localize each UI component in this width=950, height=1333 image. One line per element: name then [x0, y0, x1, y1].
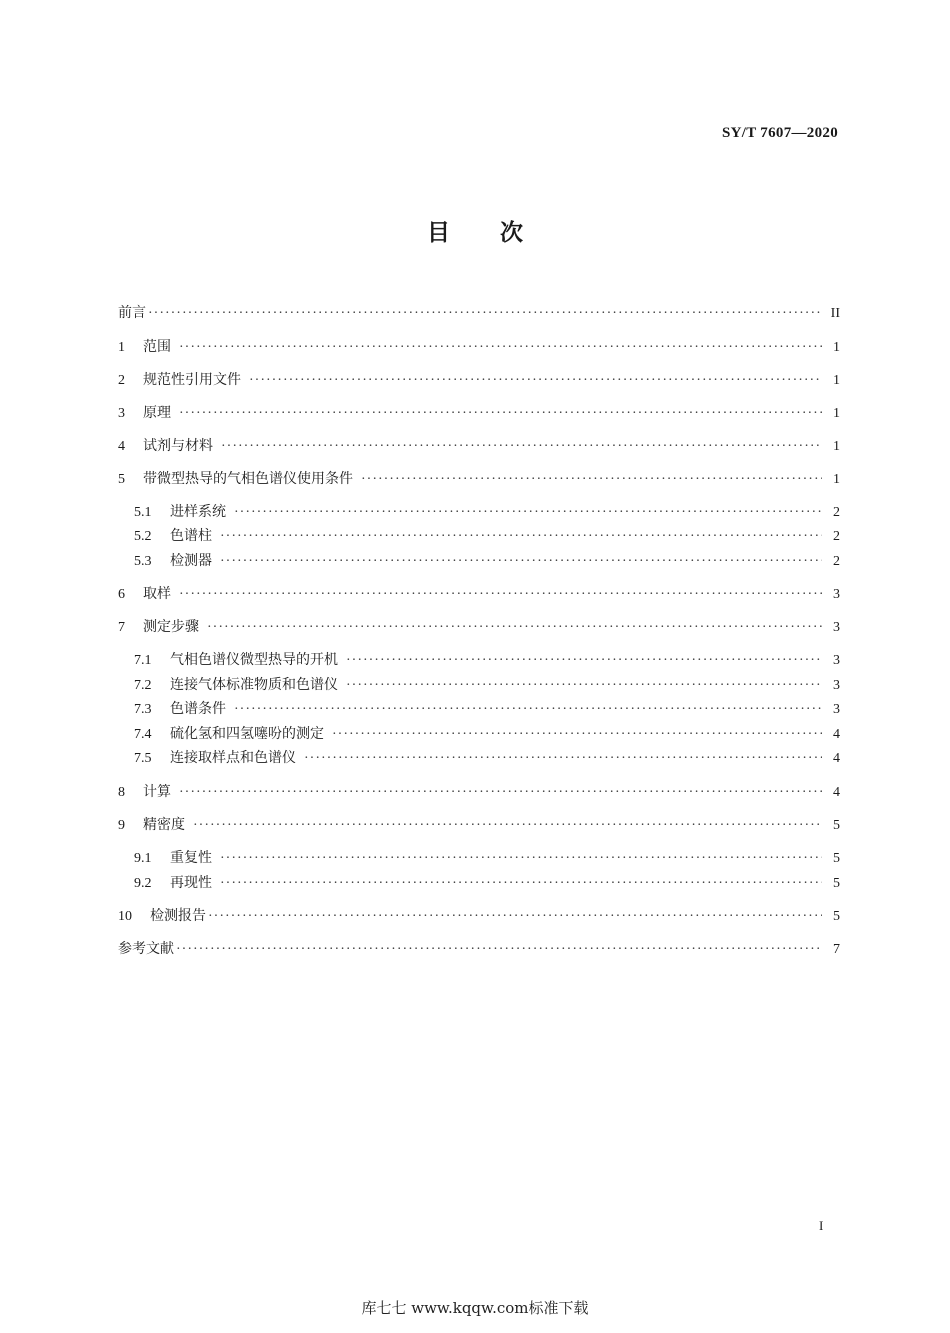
toc-number: 2	[118, 373, 125, 388]
toc-page: 2	[833, 554, 840, 569]
toc-entry-7-3[interactable]	[134, 699, 840, 719]
toc-label: 再现性	[170, 875, 212, 891]
toc-entry-3[interactable]	[118, 403, 840, 423]
toc-page: 1	[833, 406, 840, 421]
leader-dots	[193, 816, 822, 836]
toc-entry-4[interactable]	[118, 436, 840, 456]
toc-label: 规范性引用文件	[143, 372, 241, 388]
leader-dots	[220, 849, 822, 869]
toc-label: 色谱柱	[170, 528, 212, 544]
page-title: 目 次	[426, 220, 523, 246]
toc-label: 试剂与材料	[143, 438, 213, 454]
toc-entry-5-3[interactable]	[134, 551, 840, 571]
toc-label: 进样系统	[170, 504, 226, 520]
leader-dots	[176, 940, 822, 960]
leader-dots	[220, 552, 822, 572]
toc-page: 1	[833, 340, 840, 355]
toc-label: 测定步骤	[143, 619, 199, 635]
toc-entry-bibliography[interactable]	[118, 939, 840, 959]
toc-label: 带微型热导的气相色谱仪使用条件	[143, 471, 353, 487]
toc-label: 连接取样点和色谱仪	[170, 750, 296, 766]
toc-number: 7.3	[134, 702, 152, 717]
toc-entry-7-4[interactable]	[134, 724, 840, 744]
toc-label: 参考文献	[118, 941, 174, 957]
leader-dots	[234, 700, 822, 720]
toc-entry-1[interactable]	[118, 337, 840, 357]
toc-entry-10[interactable]	[118, 906, 840, 926]
toc-number: 6	[118, 587, 125, 602]
toc-page: 1	[833, 439, 840, 454]
toc-label: 计算	[143, 784, 171, 800]
toc-label: 重复性	[170, 850, 212, 866]
leader-dots	[148, 304, 822, 324]
toc-number: 7.5	[134, 751, 152, 766]
toc-label: 检测器	[170, 553, 212, 569]
toc-label: 前言	[118, 305, 146, 321]
toc-number: 7.2	[134, 678, 152, 693]
toc-page: 5	[833, 876, 840, 891]
toc-page: 2	[833, 529, 840, 544]
leader-dots	[249, 371, 822, 391]
leader-dots	[304, 749, 822, 769]
toc-page: 3	[833, 620, 840, 635]
toc-number: 4	[118, 439, 125, 454]
toc-page: II	[830, 306, 840, 321]
leader-dots	[208, 907, 822, 927]
toc-number: 5.1	[134, 505, 152, 520]
toc-label: 气相色谱仪微型热导的开机	[170, 652, 338, 668]
toc-page: 3	[833, 653, 840, 668]
leader-dots	[346, 676, 822, 696]
leader-dots	[179, 585, 822, 605]
leader-dots	[332, 725, 822, 745]
toc-entry-2[interactable]	[118, 370, 840, 390]
toc-number: 8	[118, 785, 125, 800]
toc-page: 5	[833, 818, 840, 833]
leader-dots	[179, 404, 822, 424]
toc-page: 3	[833, 587, 840, 602]
toc-number: 5.2	[134, 529, 152, 544]
toc-entry-7[interactable]	[118, 617, 840, 637]
toc-label: 检测报告	[150, 908, 206, 924]
toc-number: 1	[118, 340, 125, 355]
download-watermark: 库七七 www.kqqw.com标准下载	[361, 1299, 589, 1317]
toc-number: 5	[118, 472, 125, 487]
toc-page: 5	[833, 909, 840, 924]
toc-label: 连接气体标准物质和色谱仪	[170, 677, 338, 693]
toc-page: 3	[833, 702, 840, 717]
toc-entry-5-2[interactable]	[134, 526, 840, 546]
leader-dots	[221, 437, 822, 457]
toc-page: 2	[833, 505, 840, 520]
leader-dots	[207, 618, 822, 638]
toc-page: 5	[833, 851, 840, 866]
toc-entry-7-1[interactable]	[134, 650, 840, 670]
toc-entry-5-1[interactable]	[134, 502, 840, 522]
toc-page: 4	[833, 727, 840, 742]
toc-entry-9[interactable]	[118, 815, 840, 835]
toc-label: 硫化氢和四氢噻吩的测定	[170, 726, 324, 742]
leader-dots	[179, 783, 822, 803]
toc-entry-7-2[interactable]	[134, 675, 840, 695]
toc-page: 7	[833, 942, 840, 957]
page-number: I	[819, 1218, 824, 1233]
toc-number: 7.4	[134, 727, 152, 742]
toc-label: 原理	[143, 405, 171, 421]
leader-dots	[346, 651, 822, 671]
toc-number: 3	[118, 406, 125, 421]
toc-entry-8[interactable]	[118, 782, 840, 802]
toc-page: 1	[833, 472, 840, 487]
toc-page: 1	[833, 373, 840, 388]
toc-entry-7-5[interactable]	[134, 748, 840, 768]
leader-dots	[179, 338, 822, 358]
toc-entry-9-1[interactable]	[134, 848, 840, 868]
toc-page: 4	[833, 785, 840, 800]
toc-entry-5[interactable]	[118, 469, 840, 489]
toc-number: 10	[118, 909, 132, 924]
toc-number: 9.1	[134, 851, 152, 866]
toc-page: 4	[833, 751, 840, 766]
toc-label: 范围	[143, 339, 171, 355]
toc-label: 精密度	[143, 817, 185, 833]
toc-page: 3	[833, 678, 840, 693]
toc-entry-9-2[interactable]	[134, 873, 840, 893]
toc-label: 色谱条件	[170, 701, 226, 717]
leader-dots	[220, 527, 822, 547]
leader-dots	[234, 503, 822, 523]
toc-number: 7	[118, 620, 125, 635]
leader-dots	[220, 874, 822, 894]
standard-code: SY/T 7607—2020	[721, 125, 838, 141]
toc-entry-6[interactable]	[118, 584, 840, 604]
toc-number: 5.3	[134, 554, 152, 569]
toc-label: 取样	[143, 586, 171, 602]
leader-dots	[361, 470, 822, 490]
toc-number: 9	[118, 818, 125, 833]
toc-entry-foreword[interactable]	[118, 303, 840, 323]
toc-number: 7.1	[134, 653, 152, 668]
toc-number: 9.2	[134, 876, 152, 891]
